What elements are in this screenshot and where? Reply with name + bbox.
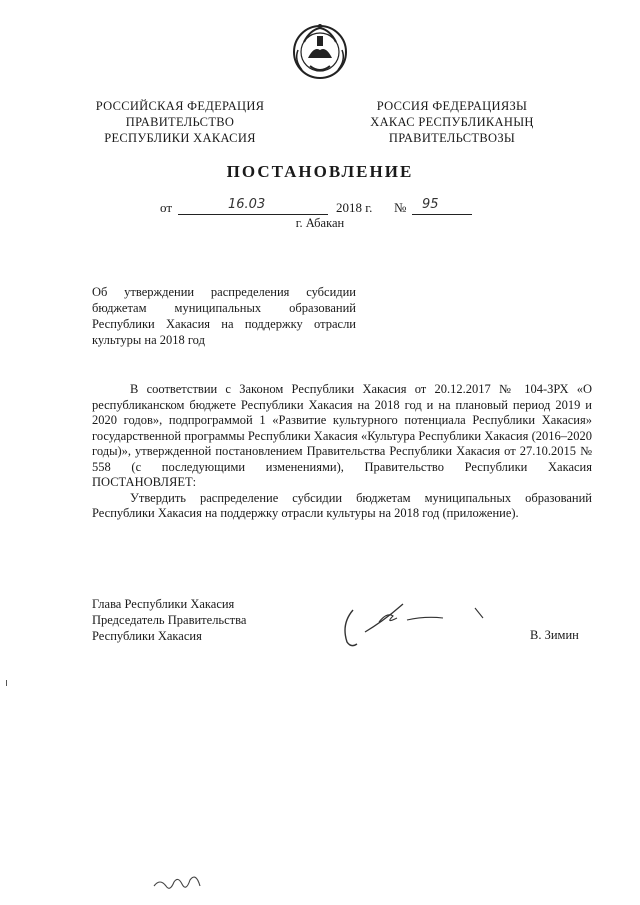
body-paragraph-1: В соответствии с Законом Республики Хакасия от 20.12.2017 № 104-ЗРХ «О республиканском бюджете Республики Хакасия на 2018 год и на плановый период 2019 и 2020 годов», подпрограммой 1 «Развитие культурного потенциала Республики Хакасия» государственной программы Республики Хакасия «Культура Республики Хакасия (2016–2020 годы)», утвержденной постановлением Правительства Республики Хакасия от 27.10.2015 № 558 (с последующими изменениями), Правительство Республики Хакасия ПОСТАНОВЛЯЕТ: (92, 382, 592, 489)
number-field (412, 200, 472, 215)
year-text: 2018 г. (336, 200, 373, 215)
margin-mark (6, 680, 7, 686)
header-left-line-1: РОССИЙСКАЯ ФЕДЕРАЦИЯ (95, 99, 265, 113)
number-sign: № (394, 200, 407, 215)
document-body (92, 382, 592, 522)
signatory-name: В. Зимин (530, 628, 579, 642)
signatory-titles (92, 596, 246, 644)
header-left-line-3: РЕСПУБЛИКИ ХАКАСИЯ (104, 131, 256, 145)
body-paragraph-2: Утвердить распределение субсидии бюджетам муниципальных образований Республики Хакасия на поддержку отрасли культуры на 2018 год (приложение). (92, 490, 592, 520)
header-left-line-2: ПРАВИТЕЛЬСТВО (125, 115, 235, 129)
handwritten-signature (335, 598, 495, 658)
coat-of-arms-emblem (290, 20, 350, 82)
number-handwritten: 95 (422, 197, 439, 212)
document-title: ПОСТАНОВЛЕНИЕ (226, 162, 414, 181)
signatory-line-2: Председатель Правительства (92, 613, 247, 627)
city-text: г. Абакан (295, 216, 345, 230)
date-handwritten: 16.03 (228, 197, 266, 212)
header-right-line-2: ХАКАС РЕСПУБЛИКАНЫҢ (370, 115, 534, 129)
header-right-line-3: ПРАВИТЕЛЬСТВОЗЫ (388, 131, 516, 145)
signatory-line-1: Глава Республики Хакасия (92, 597, 235, 611)
header-right-line-1: РОССИЯ ФЕДЕРАЦИЯЗЫ (376, 99, 528, 113)
subject-paragraph: Об утверждении распределения субсидии бюджетам муниципальных образований Республики Хакасия на поддержку отрасли культуры на 2018 год (92, 285, 356, 347)
date-prefix: от (160, 200, 173, 215)
header-right (352, 98, 552, 146)
signatory-line-3: Республики Хакасия (92, 629, 202, 643)
handwritten-note (150, 868, 210, 898)
header-left (80, 98, 280, 146)
